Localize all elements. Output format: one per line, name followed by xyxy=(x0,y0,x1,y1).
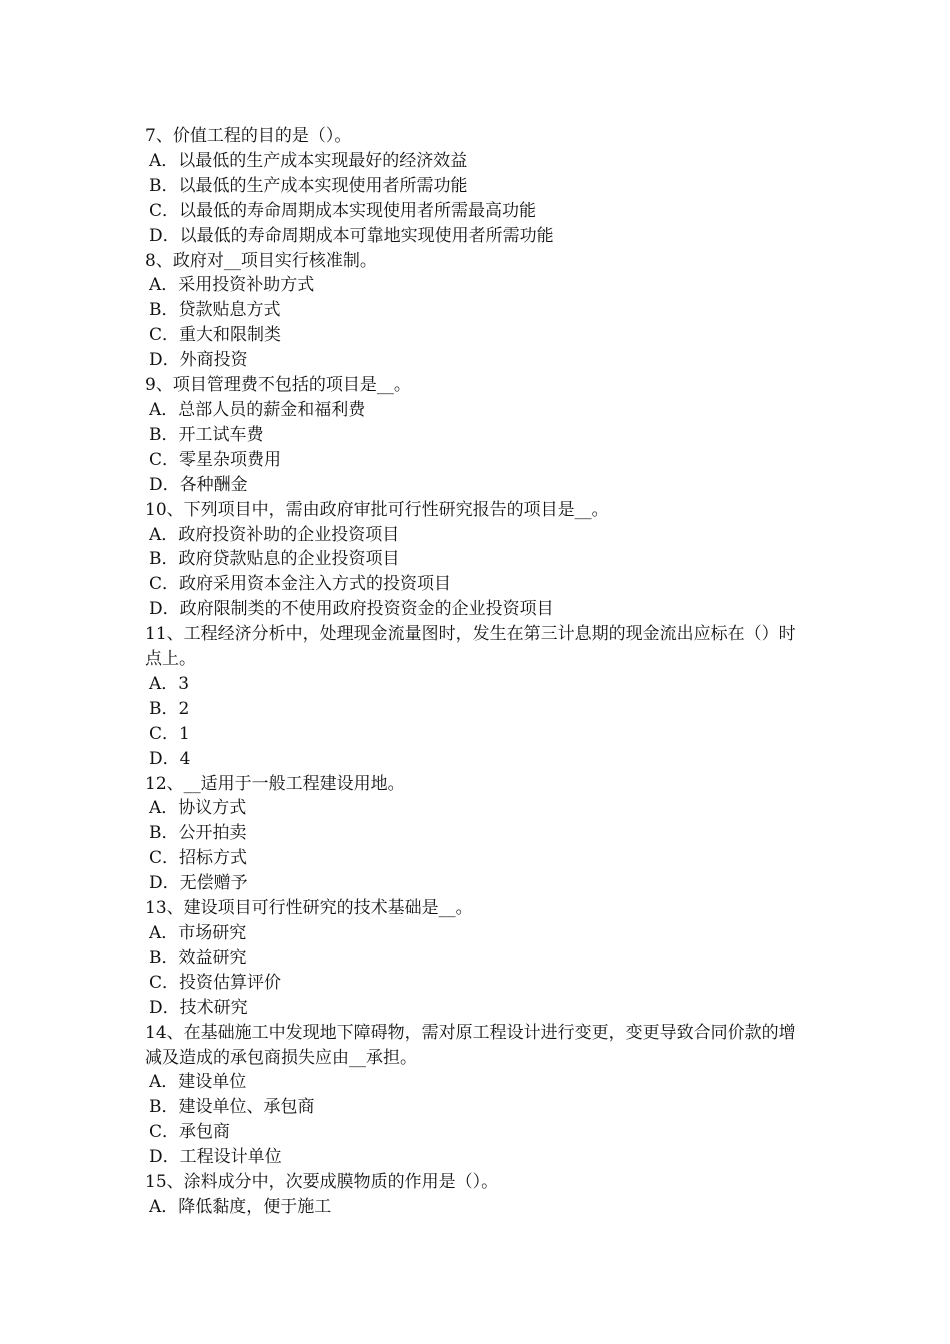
option-c: C．投资估算评价 xyxy=(149,972,282,993)
option-a: A．市场研究 xyxy=(149,923,247,943)
question-8 xyxy=(145,249,810,374)
question-9 xyxy=(145,373,810,498)
option-a: A．总部人员的薪金和福利费 xyxy=(149,399,366,420)
option-c: C．政府采用资本金注入方式的投资项目 xyxy=(149,574,452,595)
question-text: 10、下列项目中，需由政府审批可行性研究报告的项目是__。 xyxy=(145,499,609,520)
option-d: D．无偿赠予 xyxy=(149,873,248,894)
option-b: B．2 xyxy=(149,698,190,719)
question-text: 11、工程经济分析中，处理现金流量图时，发生在第三计息期的现金流出应标在（）时点上。 xyxy=(145,624,796,670)
question-text: 12、__适用于一般工程建设用地。 xyxy=(145,773,405,794)
option-a: A．以最低的生产成本实现最好的经济效益 xyxy=(149,150,468,171)
option-d: D．外商投资 xyxy=(149,350,248,371)
option-b: B．政府贷款贴息的企业投资项目 xyxy=(149,549,400,570)
question-text: 9、项目管理费不包括的项目是__。 xyxy=(145,375,411,396)
option-b: B．建设单位、承包商 xyxy=(149,1097,315,1118)
question-text: 13、建设项目可行性研究的技术基础是__。 xyxy=(145,898,473,919)
option-b: B．效益研究 xyxy=(149,947,247,968)
question-10 xyxy=(145,498,810,623)
option-a: A．协议方式 xyxy=(149,798,247,819)
option-d: D．以最低的寿命周期成本可靠地实现使用者所需功能 xyxy=(149,225,554,246)
document-page xyxy=(145,124,810,1220)
option-c: C．1 xyxy=(149,723,190,744)
question-14 xyxy=(145,1021,810,1170)
option-d: D．工程设计单位 xyxy=(149,1147,282,1168)
option-b: B．以最低的生产成本实现使用者所需功能 xyxy=(149,175,468,196)
option-a: A．降低黏度，便于施工 xyxy=(149,1196,332,1217)
option-b: B．公开拍卖 xyxy=(149,823,247,844)
option-d: D．各种酬金 xyxy=(149,474,248,495)
option-c: C．以最低的寿命周期成本实现使用者所需最高功能 xyxy=(149,200,537,221)
question-text: 15、涂料成分中，次要成膜物质的作用是（）。 xyxy=(145,1172,499,1193)
option-d: D．技术研究 xyxy=(149,997,248,1018)
option-a: A．政府投资补助的企业投资项目 xyxy=(149,524,400,545)
question-12 xyxy=(145,772,810,897)
option-c: C．重大和限制类 xyxy=(149,325,282,346)
question-text: 14、在基础施工中发现地下障碍物，需对原工程设计进行变更，变更导致合同价款的增减及造成的承包商损失应由__承担。 xyxy=(145,1022,796,1068)
question-15 xyxy=(145,1170,810,1220)
question-7 xyxy=(145,124,810,249)
question-13 xyxy=(145,896,810,1021)
option-c: C．承包商 xyxy=(149,1122,231,1143)
option-a: A．3 xyxy=(149,673,190,694)
option-b: B．开工试车费 xyxy=(149,424,264,445)
option-d: D．政府限制类的不使用政府投资资金的企业投资项目 xyxy=(149,599,554,620)
question-text: 8、政府对__项目实行核准制。 xyxy=(145,250,377,271)
option-d: D．4 xyxy=(149,748,191,769)
option-c: C．零星杂项费用 xyxy=(149,449,282,470)
option-b: B．贷款贴息方式 xyxy=(149,300,281,321)
question-11 xyxy=(145,622,810,771)
option-a: A．建设单位 xyxy=(149,1072,247,1093)
option-a: A．采用投资补助方式 xyxy=(149,275,315,296)
question-text: 7、价值工程的目的是（）。 xyxy=(145,126,352,146)
option-c: C．招标方式 xyxy=(149,848,248,869)
